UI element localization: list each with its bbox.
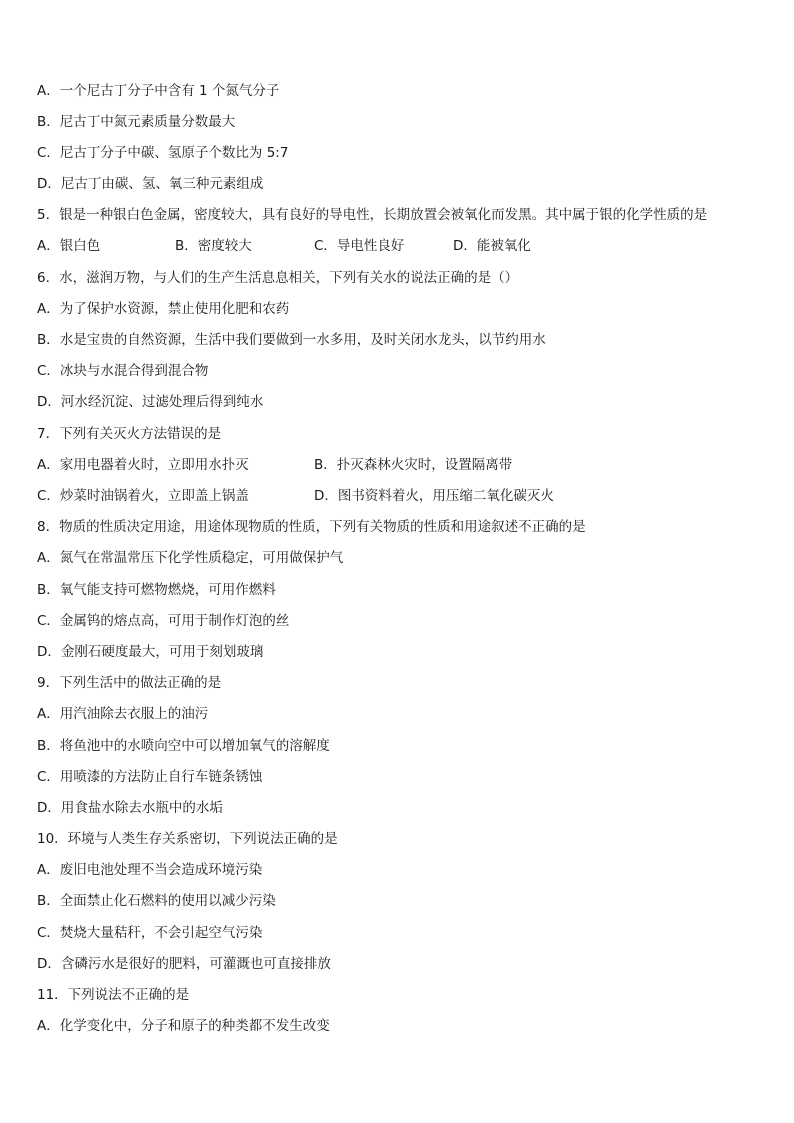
q6-option-d: D．河水经沉淀、过滤处理后得到纯水 bbox=[37, 394, 264, 410]
q5-stem: 5．银是一种银白色金属，密度较大，具有良好的导电性，长期放置会被氧化而发黑。其中属于银的化学性质的是 bbox=[37, 207, 708, 223]
q4-option-a: A．一个尼古丁分子中含有 1 个氮气分子 bbox=[37, 83, 280, 99]
q9-option-d: D．用食盐水除去水瓶中的水垢 bbox=[37, 800, 223, 816]
q4-option-c: C．尼古丁分子中碳、氢原子个数比为 5:7 bbox=[37, 145, 289, 161]
q9-option-b: B．将鱼池中的水喷向空中可以增加氧气的溶解度 bbox=[37, 738, 330, 754]
q5-option-d: D．能被氧化 bbox=[453, 238, 531, 254]
q5-option-b: B．密度较大 bbox=[175, 238, 252, 254]
q6-option-b: B．水是宝贵的自然资源，生活中我们要做到一水多用，及时关闭水龙头，以节约用水 bbox=[37, 332, 546, 348]
q10-option-c: C．焚烧大量秸秆，不会引起空气污染 bbox=[37, 925, 263, 941]
q11-stem: 11．下列说法不正确的是 bbox=[37, 987, 190, 1003]
q10-option-a: A．废旧电池处理不当会造成环境污染 bbox=[37, 862, 263, 878]
q8-stem: 8．物质的性质决定用途，用途体现物质的性质，下列有关物质的性质和用途叙述不正确的是 bbox=[37, 519, 586, 535]
q11-option-a: A．化学变化中，分子和原子的种类都不发生改变 bbox=[37, 1018, 330, 1034]
q10-stem: 10．环境与人类生存关系密切，下列说法正确的是 bbox=[37, 831, 338, 847]
q5-option-c: C．导电性良好 bbox=[314, 238, 405, 254]
q4-option-d: D．尼古丁由碳、氢、氧三种元素组成 bbox=[37, 176, 264, 192]
q7-option-b: B．扑灭森林火灾时，设置隔离带 bbox=[314, 457, 513, 473]
q9-stem: 9．下列生活中的做法正确的是 bbox=[37, 675, 222, 691]
q10-option-b: B．全面禁止化石燃料的使用以减少污染 bbox=[37, 893, 276, 909]
q8-option-d: D．金刚石硬度最大，可用于刻划玻璃 bbox=[37, 644, 264, 660]
q6-option-c: C．冰块与水混合得到混合物 bbox=[37, 363, 209, 379]
q7-option-d: D．图书资料着火，用压缩二氧化碳灭火 bbox=[314, 488, 554, 504]
q6-option-a: A．为了保护水资源，禁止使用化肥和农药 bbox=[37, 301, 290, 317]
q7-stem: 7．下列有关灭火方法错误的是 bbox=[37, 426, 222, 442]
q4-option-b: B．尼古丁中氮元素质量分数最大 bbox=[37, 114, 236, 130]
q7-option-a: A．家用电器着火时，立即用水扑灭 bbox=[37, 457, 249, 473]
q9-option-a: A．用汽油除去衣服上的油污 bbox=[37, 706, 209, 722]
q10-option-d: D．含磷污水是很好的肥料，可灌溉也可直接排放 bbox=[37, 956, 331, 972]
q8-option-a: A．氮气在常温常压下化学性质稳定，可用做保护气 bbox=[37, 550, 344, 566]
q8-option-b: B．氧气能支持可燃物燃烧，可用作燃料 bbox=[37, 582, 276, 598]
q8-option-c: C．金属钨的熔点高，可用于制作灯泡的丝 bbox=[37, 613, 290, 629]
q6-stem: 6．水，滋润万物，与人们的生产生活息息相关，下列有关水的说法正确的是（） bbox=[37, 270, 519, 286]
q5-option-a: A．银白色 bbox=[37, 238, 101, 254]
q9-option-c: C．用喷漆的方法防止自行车链条锈蚀 bbox=[37, 769, 263, 785]
q7-option-c: C．炒菜时油锅着火，立即盖上锅盖 bbox=[37, 488, 249, 504]
